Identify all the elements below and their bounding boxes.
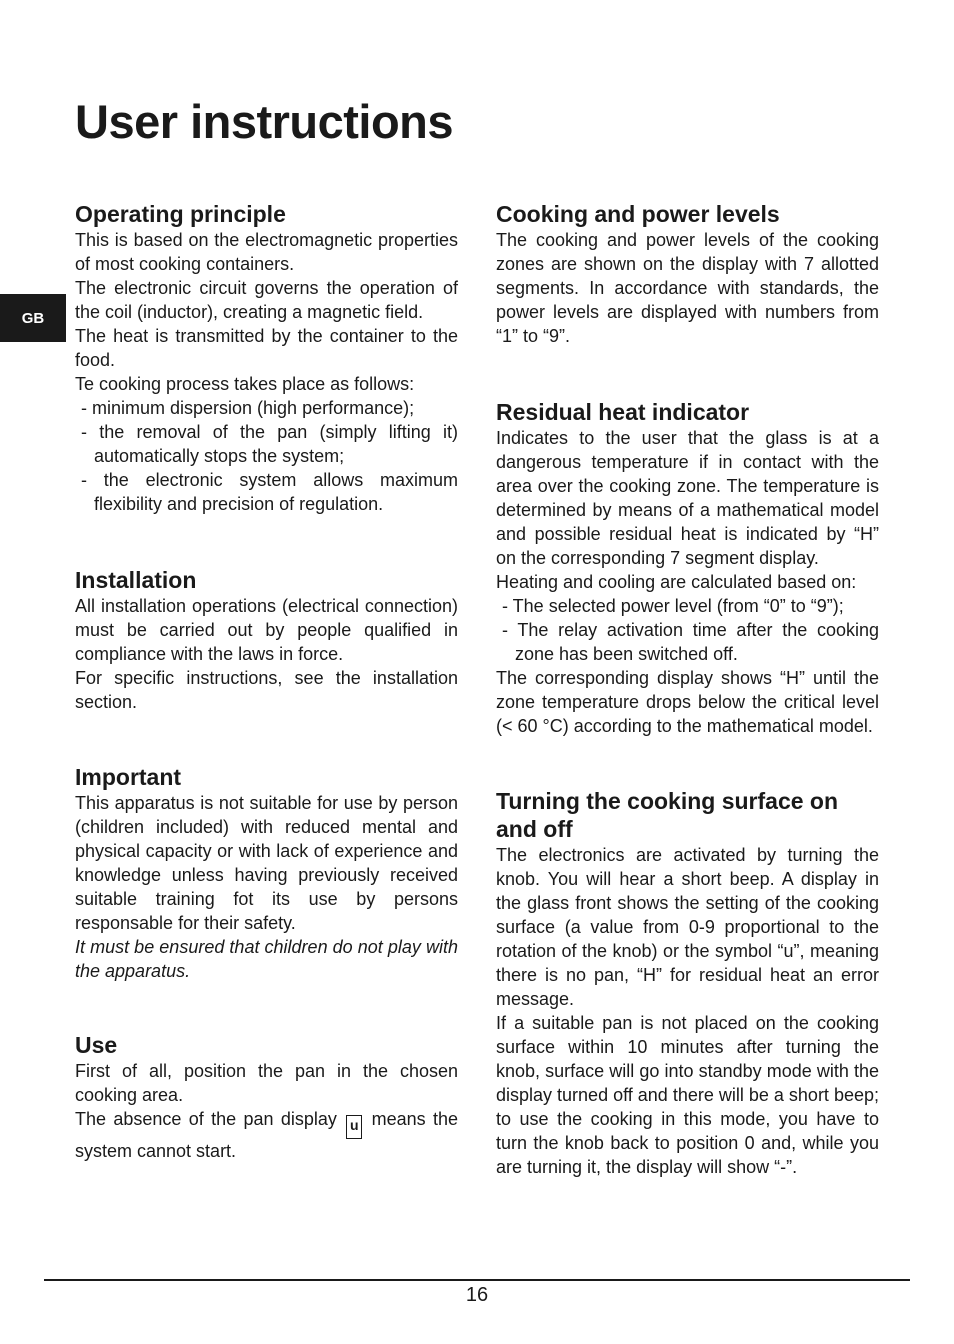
footer-divider: [44, 1279, 910, 1281]
paragraph: All installation operations (electrical connection) must be carried out by people qualified in compliance with the laws in force.: [75, 596, 458, 664]
section-cooking-power-levels: [496, 200, 879, 348]
list-item: - The selected power level (from “0” to “9”);: [502, 596, 844, 616]
bullet-list: [75, 396, 458, 516]
section-heading: Cooking and power levels: [496, 201, 780, 227]
paragraph: This apparatus is not suitable for use by person (children included) with reduced mental and physical capacity or with lack of experience and knowledge unless having previously received suitable training fot its use by persons responsable for their safety.: [75, 793, 458, 933]
paragraph: For specific instructions, see the installation section.: [75, 668, 458, 712]
section-heading: Important: [75, 764, 182, 790]
paragraph: [75, 1107, 458, 1163]
list-item: - the electronic system allows maximum flexibility and precision of regulation.: [81, 470, 458, 514]
right-column: [496, 200, 879, 1179]
section-heading: Residual heat indicator: [496, 399, 750, 425]
warning-paragraph: It must be ensured that children do not play with the apparatus.: [75, 937, 458, 981]
language-tab: GB: [0, 294, 66, 342]
page-number: 16: [465, 1284, 489, 1306]
paragraph: The cooking and power levels of the cooking zones are shown on the display with 7 allotted segments. In accordance with standards, the power levels are displayed with numbers from “1” to “9”.: [496, 230, 879, 346]
section-heading: Installation: [75, 567, 197, 593]
list-item: - The relay activation time after the cooking zone has been switched off.: [502, 620, 879, 664]
text-fragment: The absence of the pan display: [75, 1109, 345, 1129]
list-item: - the removal of the pan (simply lifting it) automatically stops the system;: [81, 422, 458, 466]
paragraph: This is based on the electromagnetic properties of most cooking containers.: [75, 230, 458, 274]
section-operating-principle: [75, 200, 458, 516]
paragraph: First of all, position the pan in the chosen cooking area.: [75, 1061, 458, 1105]
paragraph: If a suitable pan is not placed on the cooking surface within 10 minutes after turning the knob, surface will go into standby mode with the display turned off and there will be a short beep; to use the cooking in this mode, you have to turn the knob back to position 0 and, while you are turning it, the display will show “-”.: [496, 1013, 879, 1177]
section-turning-on-off: [496, 787, 879, 1179]
paragraph: The electronic circuit governs the operation of the coil (inductor), creating a magnetic field.: [75, 278, 458, 322]
page-title: User instructions: [75, 95, 454, 148]
section-heading: Operating principle: [75, 201, 286, 227]
section-important: [75, 763, 458, 983]
paragraph: The electronics are activated by turning the knob. You will hear a short beep. A display in the glass front shows the setting of the cooking surface (a value from 0-9 proportional to the rotation of the knob) or the symbol “u”, meaning there is no pan, “H” for residual heat an error message.: [496, 845, 879, 1009]
paragraph: Heating and cooling are calculated based on:: [496, 572, 857, 592]
section-use: [75, 1031, 458, 1163]
bullet-list: [496, 594, 879, 666]
pan-display-symbol-icon: u: [346, 1115, 362, 1139]
paragraph: The corresponding display shows “H” until the zone temperature drops below the critical level (< 60 °C) according to the mathematical model.: [496, 668, 879, 736]
paragraph: Indicates to the user that the glass is at a dangerous temperature if in contact with the area over the cooking zone. The temperature is determined by means of a mathematical model and possible residual heat is indicated by “H” on the corresponding 7 segment display.: [496, 428, 879, 568]
section-residual-heat: [496, 398, 879, 738]
paragraph: Te cooking process takes place as follows:: [75, 374, 415, 394]
section-heading: Use: [75, 1032, 118, 1058]
section-installation: [75, 566, 458, 714]
paragraph: The heat is transmitted by the container to the food.: [75, 326, 458, 370]
section-heading: Turning the cooking surface on and off: [496, 788, 839, 842]
left-column: [75, 200, 458, 1163]
text-fragment: means the system cannot start.: [75, 1109, 458, 1161]
list-item: - minimum dispersion (high performance);: [81, 398, 415, 418]
